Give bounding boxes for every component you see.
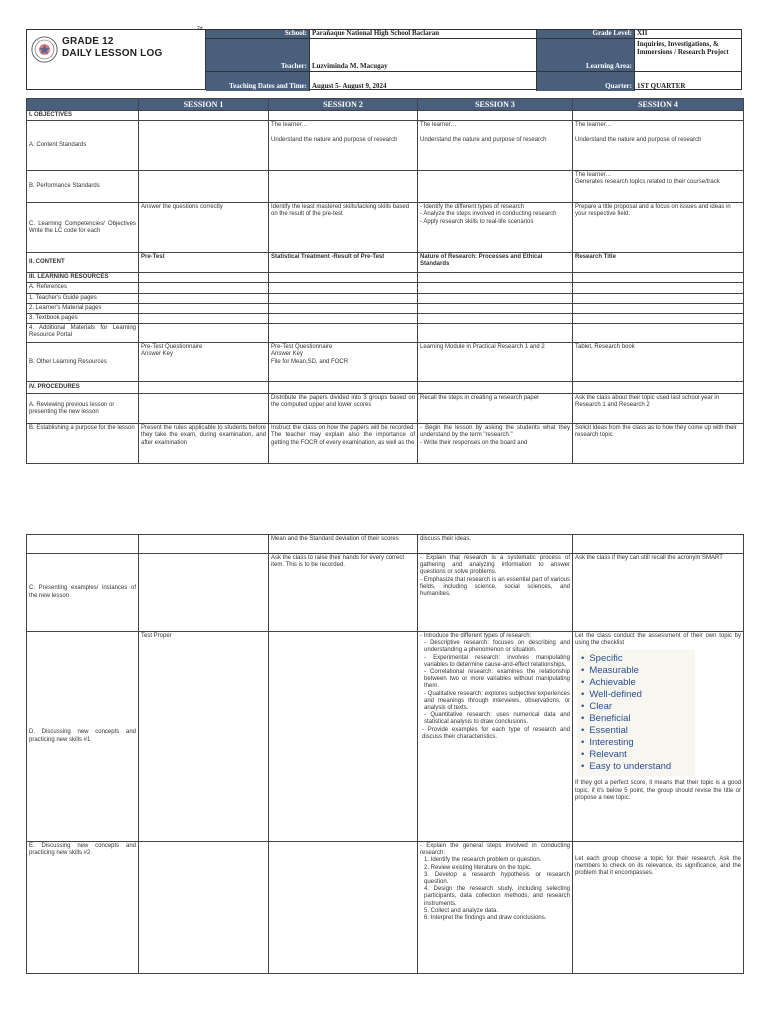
performance-standards-row xyxy=(27,171,744,203)
smart-item: • Essential xyxy=(581,725,689,737)
research-step-item: - Explain the general steps involved in conducting research: xyxy=(420,843,570,857)
grade-level-label: Grade Level: xyxy=(537,30,635,39)
session-4-header: SESSION 4 xyxy=(573,99,744,111)
discussing2-s3 xyxy=(418,842,573,974)
content-standards-s1 xyxy=(139,121,269,171)
header-info-grid xyxy=(206,29,742,90)
research-step-item: 2. Review existing literature on the topic. xyxy=(424,864,532,871)
reviewing-label: A. Reviewing previous lesson or presenting the new lesson xyxy=(27,394,139,424)
types-of-research-item: - Qualitative research: explores subjective experiences and meanings through interviews, observations, or analysis of texts. xyxy=(424,690,570,712)
content-s4: Research Title xyxy=(573,253,744,273)
references-row xyxy=(27,283,744,293)
other-resources-s4: Tablet, Research book xyxy=(573,343,744,382)
discussing1-s3 xyxy=(418,632,573,842)
types-of-research-item: - Correlational research: examines the relationship between two or more variables without manipulating them. xyxy=(424,669,570,690)
school-value: Parañaque National High School Baclaran xyxy=(310,30,537,39)
smart-item: • Well-defined xyxy=(581,689,689,701)
objectives-row xyxy=(27,111,744,121)
establishing-row xyxy=(27,424,744,464)
blank-header xyxy=(27,99,139,111)
objectives-label: I. OBJECTIVES xyxy=(27,111,139,121)
types-of-research-item: - Descriptive research: focuses on describing and understanding a phenomenon or situation. xyxy=(424,640,570,654)
establishing-s2: Instruct the class on how the papers will be recorded. The teacher may explain also the importance of getting the FOCR of every examination, as well as the xyxy=(269,424,418,464)
content-s2: Statistical Treatment -Result of Pre-Test xyxy=(269,253,418,273)
content-standards-label: A. Content Standards xyxy=(27,121,139,171)
types-of-research-item: - Experimental research: involves manipulating variables to determine cause-and-effect relationships. xyxy=(424,654,570,668)
reviewing-row xyxy=(27,394,744,424)
content-standards-s4: The learner… Understand the nature and purpose of research xyxy=(573,121,744,171)
other-resources-label: B. Other Learning Resources xyxy=(27,343,139,382)
discussing2-label: E. Discussing new concepts and practicing new skills #2 xyxy=(27,842,139,974)
competencies-s3: - Identify the different types of research - Analyze the steps involved in conducting research - Apply research skills to real-life scenarios xyxy=(418,203,573,253)
reviewing-s1 xyxy=(139,394,269,424)
learning-area-label: Learning Area: xyxy=(537,39,635,72)
content-standards-s3: The learner… Understand the nature and purpose of research xyxy=(418,121,573,171)
research-step-item: 6. Interpret the findings and draw conclusions. xyxy=(424,915,547,922)
smart-checklist xyxy=(577,650,695,776)
smart-outro: If they got a perfect score, it means that their topic is a good topic, if it's below 5 point, the group should revise the title or propose a new topic. xyxy=(575,780,741,801)
discussing1-s4 xyxy=(573,632,744,842)
quarter-value: 1ST QUARTER xyxy=(637,82,686,90)
establishing-s3: - Begin the lesson by asking the students what they understand by the term "research." - Write their responses on the board and xyxy=(418,424,573,464)
smart-item: • Interesting xyxy=(581,737,689,749)
research-step-item: 5. Collect and analyze data. xyxy=(424,907,499,914)
establishing-cont-row xyxy=(27,535,744,554)
competencies-s1: Answer the questions correctly xyxy=(139,203,269,253)
procedures-row xyxy=(27,382,744,394)
smart-item: • Beneficial xyxy=(581,713,689,725)
school-label: School: xyxy=(206,30,310,39)
types-of-research-item: - Quantitative research: uses numerical data and statistical analysis to draw conclusions. xyxy=(424,712,570,726)
establishing-s4: Solicit ideas from the class as to how they come up with their research topic xyxy=(573,424,744,464)
session-header-row xyxy=(27,99,744,111)
other-resources-row xyxy=(27,343,744,382)
smart-item: • Achievable xyxy=(581,677,689,689)
reviewing-s3: Recall the steps in creating a research paper xyxy=(418,394,573,424)
content-s3: Nature of Research: Processes and Ethical Standards xyxy=(418,253,573,273)
content-s1: Pre-Test xyxy=(139,253,269,273)
performance-standards-s4: The learner… Generates research topics related to their course/track xyxy=(573,171,744,203)
discussing1-s1: Test Proper xyxy=(139,632,269,842)
teacher-value: Luzviminda M. Macugay xyxy=(310,39,537,72)
learning-resources-row xyxy=(27,273,744,283)
learners-material-label: 2. Learner's Material pages xyxy=(27,303,139,313)
discussing1-label: D. Discussing new concepts and practicing new skills #1 xyxy=(27,632,139,842)
page-number: 2d xyxy=(197,26,203,32)
dates-value: August 5- August 9, 2024 xyxy=(310,72,537,91)
session-2-header: SESSION 2 xyxy=(269,99,418,111)
smart-item: • Measurable xyxy=(581,665,689,677)
presenting-row xyxy=(27,554,744,632)
smart-item: • Specific xyxy=(581,653,689,665)
research-step-item: 3. Develop a research hypothesis or research question. xyxy=(424,871,570,886)
other-resources-s3: Learning Module in Practical Research 1 and 2 xyxy=(418,343,573,382)
presenting-label: C. Presenting examples/ instances of the new lesson xyxy=(27,554,139,632)
research-step-item: 1. Identify the research problem or question. xyxy=(424,857,542,864)
performance-standards-label: B. Performance Standards xyxy=(27,171,139,203)
procedures-label: IV. PROCEDURES xyxy=(27,382,139,394)
content-row xyxy=(27,253,744,273)
teacher-label: Teacher: xyxy=(206,39,310,72)
lesson-log-table-page1 xyxy=(26,98,744,464)
teachers-guide-label: 1. Teacher's Guide pages xyxy=(27,293,139,303)
references-label: A. References xyxy=(27,283,139,293)
smart-item: • Easy to understand xyxy=(581,761,689,773)
reviewing-s2: Distribute the papers divided into 3 groups based on the computed upper and lower scores xyxy=(269,394,418,424)
additional-materials-label: 4. Additional Materials for Learning Resource Portal xyxy=(27,324,139,343)
competencies-label: C. Learning Competencies/ Objectives Write the LC code for each xyxy=(27,203,139,253)
content-standards-row xyxy=(27,121,744,171)
header-title-block xyxy=(26,26,206,90)
smart-item: • Relevant xyxy=(581,749,689,761)
content-standards-s2: The learner… Understand the nature and purpose of research xyxy=(269,121,418,171)
other-resources-s2: Pre-Test Questionnaire Answer Key File for Mean,SD, and FOCR xyxy=(269,343,418,382)
learning-area-value: Inquiries, Investigations, & Immersions / Research Project xyxy=(635,39,742,72)
establishing-cont-s3: discuss their ideas. xyxy=(418,535,573,554)
smart-intro: Let the class conduct the assessment of their own topic by using the checklist xyxy=(575,633,741,647)
research-step-item: 4. Design the research study, including selecting participants, data collection methods, and research instruments. xyxy=(424,886,570,907)
session-1-header: SESSION 1 xyxy=(139,99,269,111)
other-resources-s1: Pre-Test Questionnaire Answer Key xyxy=(139,343,269,382)
discussing2-row xyxy=(27,842,744,974)
lesson-log-header xyxy=(26,26,742,90)
grade-title: GRADE 12 xyxy=(62,36,114,47)
teachers-guide-row xyxy=(27,293,744,303)
dates-label: Teaching Dates and Time: xyxy=(206,72,310,91)
discussing1-row xyxy=(27,632,744,842)
quarter-label: Quarter: xyxy=(537,72,635,91)
reviewing-s4: Ask the class about their topic used last school year in Research 1 and Research 2 xyxy=(573,394,744,424)
session-3-header: SESSION 3 xyxy=(418,99,573,111)
lesson-log-table-page2 xyxy=(26,534,744,974)
learners-material-row xyxy=(27,303,744,313)
competencies-row xyxy=(27,203,744,253)
establishing-s1: Present the rules applicable to students before they take the exam, during examination, and after examination xyxy=(139,424,269,464)
deped-seal-icon xyxy=(31,36,58,63)
presenting-s3: - Explain that research is a systematic process of gathering and analyzing information to answer questions or solve problems. - Emphasize that research is an essential part of various fields, including science, social sciences, and humanities. xyxy=(418,554,573,632)
textbook-row xyxy=(27,314,744,324)
establishing-cont-s2: Mean and the Standard deviation of their scores xyxy=(269,535,418,554)
content-label: II. CONTENT xyxy=(27,253,139,273)
presenting-s4: Ask the class if they can still recall the acronym SMART xyxy=(573,554,744,632)
competencies-s4: Prepare a title proposal and a focus on issues and ideas in your respective field. xyxy=(573,203,744,253)
types-of-research-item: - Introduce the different types of research: xyxy=(420,633,532,639)
daily-lesson-log-title: DAILY LESSON LOG xyxy=(62,48,163,59)
competencies-s2: Identify the least mastered skills/lacking skills based on the result of the pre-test xyxy=(269,203,418,253)
grade-level-value: XII xyxy=(635,30,742,39)
discussing2-s4: Let each group choose a topic for their research. Ask the members to check on its relevance, its significance, and the problem that it encompasses. ` xyxy=(573,842,744,974)
presenting-s2: Ask the class to raise their hands for every correct item. This is to be recorded. xyxy=(269,554,418,632)
types-of-research-item: - Provide examples for each type of research and discuss their characteristics. xyxy=(422,726,570,740)
textbook-label: 3. Textbook pages xyxy=(27,314,139,324)
additional-materials-row xyxy=(27,324,744,343)
header-title xyxy=(62,36,162,60)
establishing-label: B. Establishing a purpose for the lesson xyxy=(27,424,139,464)
learning-resources-label: III. LEARNING RESOURCES xyxy=(27,273,139,283)
smart-item: • Clear xyxy=(581,701,689,713)
